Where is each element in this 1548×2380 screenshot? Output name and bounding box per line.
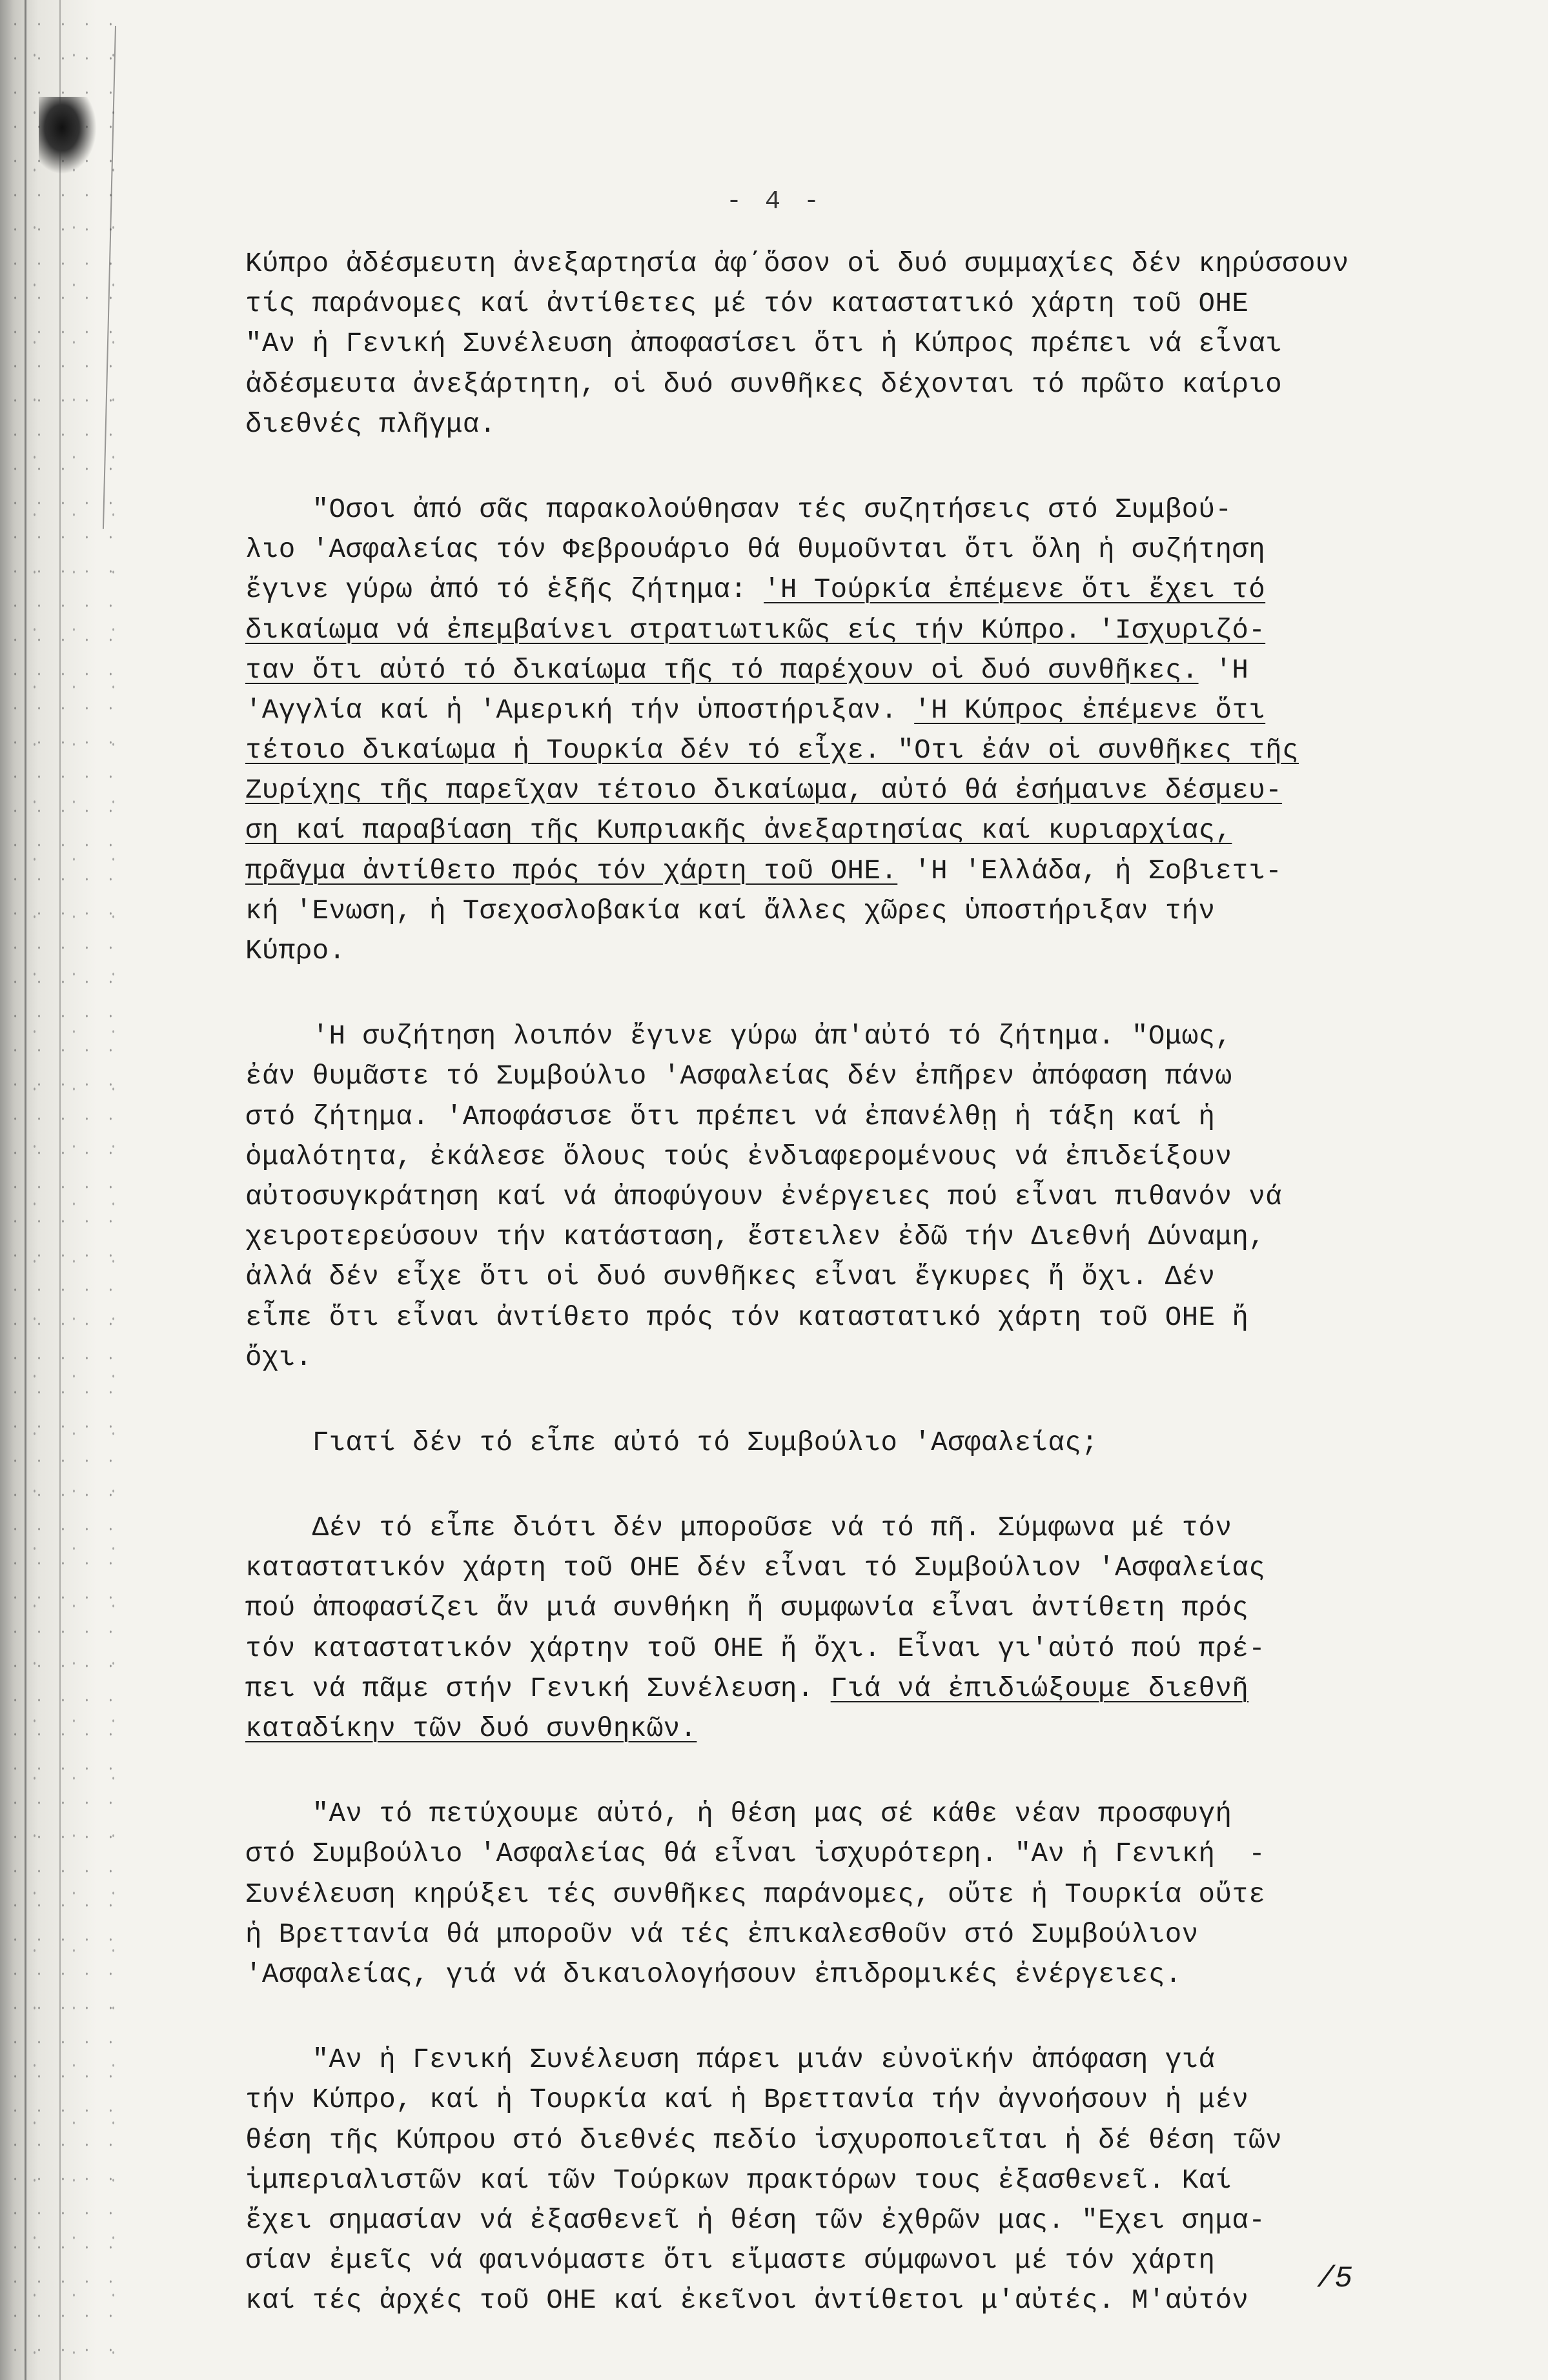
paragraph-gap xyxy=(245,1749,1491,1794)
text-line xyxy=(245,2040,1491,2080)
text-line xyxy=(245,2121,1491,2161)
underlined-text-segment: Γιά νά ἐπιδιώξουμε διεθνῆ xyxy=(830,1673,1249,1704)
text-line xyxy=(245,530,1491,570)
text-segment: χειροτερεύσουν τήν κατάσταση, ἔστειλεν ἐδῶ τήν Διεθνή Δύναμη, xyxy=(245,1222,1266,1253)
paragraph xyxy=(245,2040,1491,2321)
underlined-text-segment: πρᾶγμα ἀντίθετο πρός τόν χάρτη τοῦ ΟΗΕ. xyxy=(245,855,898,887)
text-line xyxy=(245,570,1491,610)
text-segment: "Αν τό πετύχουμε αὐτό, ἡ θέση μας σέ κάθε νέαν προσφυγή xyxy=(245,1799,1232,1830)
text-segment: "Αν ἡ Γενική Συνέλευση ἀποφασίσει ὅτι ἡ Κύπρος πρέπει νά εἶναι xyxy=(245,328,1283,360)
text-segment: καταστατικόν χάρτη τοῦ ΟΗΕ δέν εἶναι τό Συμβούλιον 'Ασφαλείας xyxy=(245,1553,1266,1584)
text-line xyxy=(245,1548,1491,1588)
text-line xyxy=(245,2201,1491,2241)
paragraph xyxy=(245,1794,1491,1995)
next-page-reference: /5 xyxy=(1317,2262,1353,2295)
text-line xyxy=(245,1709,1491,1749)
text-segment: διεθνές πλῆγμα. xyxy=(245,408,496,440)
text-segment: στό Συμβούλιο 'Ασφαλείας θά εἶναι ἰσχυρότερη. "Αν ἡ Γενική - xyxy=(245,1839,1266,1870)
text-line xyxy=(245,1834,1491,1874)
text-segment: πει νά πᾶμε στήν Γενική Συνέλευση. xyxy=(245,1673,831,1704)
text-segment: καί τές ἀρχές τοῦ ΟΗΕ καί ἐκεῖνοι ἀντίθετοι μ'αὐτές. Μ'αὐτόν xyxy=(245,2285,1249,2317)
text-line xyxy=(245,2161,1491,2201)
text-line xyxy=(245,1217,1491,1257)
text-segment: ὁμαλότητα, ἐκάλεσε ὅλους τούς ἐνδιαφερομένους νά ἐπιδείξουν xyxy=(245,1141,1232,1173)
text-line xyxy=(245,1177,1491,1217)
text-segment: Γιατί δέν τό εἶπε αὐτό τό Συμβούλιο 'Ασφαλείας; xyxy=(245,1427,1099,1458)
paragraph xyxy=(245,244,1491,445)
underlined-text-segment: Ζυρίχης τῆς παρεῖχαν τέτοιο δικαίωμα, αὐτό θά ἐσήμαινε δέσμευ- xyxy=(245,775,1283,807)
text-line xyxy=(245,1629,1491,1669)
text-line xyxy=(245,931,1491,971)
scan-ink-blot xyxy=(39,97,97,174)
paragraph xyxy=(245,490,1491,971)
text-segment: Κύπρο. xyxy=(245,936,346,967)
text-line xyxy=(245,731,1491,771)
text-segment: ἰμπεριαλιστῶν καί τῶν Τούρκων πρακτόρων τους ἐξασθενεῖ. Καί xyxy=(245,2164,1232,2196)
text-segment: ἔγινε γύρω ἀπό τό ἑξῆς ζήτημα: xyxy=(245,574,764,606)
underlined-text-segment: καταδίκην τῶν δυό συνθηκῶν. xyxy=(245,1713,697,1744)
text-segment: Κύπρο ἀδέσμευτη ἀνεξαρτησία ἀφ΄ὅσον οἱ δυό συμμαχίες δέν κηρύσσουν xyxy=(245,248,1349,279)
text-segment: τήν Κύπρο, καί ἡ Τουρκία καί ἡ Βρεττανία τήν ἀγνοήσουν ἡ μέν xyxy=(245,2084,1249,2116)
text-segment: εἶπε ὅτι εἶναι ἀντίθετο πρός τόν καταστατικό χάρτη τοῦ ΟΗΕ ἤ xyxy=(245,1302,1249,1333)
page-marker: - 4 - xyxy=(726,187,824,216)
text-line xyxy=(245,1056,1491,1096)
text-segment: "Αν ἡ Γενική Συνέλευση πάρει μιάν εὐνοϊκήν ἀπόφαση γιά xyxy=(245,2044,1216,2076)
text-line xyxy=(245,244,1491,284)
underlined-text-segment: τέτοιο δικαίωμα ἡ Τουρκία δέν τό εἶχε. "Οτι ἐάν οἱ συνθῆκες τῆς xyxy=(245,735,1299,767)
text-line xyxy=(245,1955,1491,1995)
paragraph-gap xyxy=(245,1378,1491,1423)
text-line xyxy=(245,1588,1491,1628)
text-segment: "Οσοι ἀπό σᾶς παρακολούθησαν τές συζητήσεις στό Συμβού- xyxy=(245,494,1232,525)
text-segment: τόν καταστατικόν χάρτην τοῦ ΟΗΕ ἤ ὄχι. Εἶναι γι'αὐτό πού πρέ- xyxy=(245,1633,1266,1664)
text-line xyxy=(245,1298,1491,1338)
text-segment: ἡ Βρεττανία θά μποροῦν νά τές ἐπικαλεσθοῦν στό Συμβούλιον xyxy=(245,1919,1199,1950)
text-segment: ἔχει σημασίαν νά ἐξασθενεῖ ἡ θέση τῶν ἐχθρῶν μας. "Εχει σημα- xyxy=(245,2204,1266,2236)
underlined-text-segment: 'Η Τούρκία ἐπέμενε ὅτι ἔχει τό xyxy=(764,574,1266,606)
scan-edge-noise xyxy=(0,0,116,2380)
text-line xyxy=(245,650,1491,691)
text-line xyxy=(245,1338,1491,1378)
paragraph xyxy=(245,1423,1491,1463)
paragraph-gap xyxy=(245,1463,1491,1508)
text-line xyxy=(245,811,1491,851)
text-line xyxy=(245,2241,1491,2281)
text-line xyxy=(245,405,1491,445)
text-line xyxy=(245,771,1491,811)
paragraph-gap xyxy=(245,445,1491,490)
text-segment: 'Αγγλία καί ἡ 'Αμερική τήν ὑποστήριξαν. xyxy=(245,694,915,726)
text-segment: ἐάν θυμᾶστε τό Συμβούλιο 'Ασφαλείας δέν ἐπῆρεν ἀπόφαση πάνω xyxy=(245,1061,1232,1093)
underlined-text-segment: δικαίωμα νά ἐπεμβαίνει στρατιωτικῶς είς τήν Κύπρο. 'Ισχυριζό- xyxy=(245,614,1266,646)
text-line xyxy=(245,1875,1491,1915)
text-segment: λιο 'Ασφαλείας τόν Φεβρουάριο θά θυμοῦνται ὅτι ὅλη ἡ συζήτηση xyxy=(245,534,1266,566)
underlined-text-segment: 'Η Κύπρος ἐπέμενε ὅτι xyxy=(914,694,1266,726)
text-line xyxy=(245,1669,1491,1709)
text-line xyxy=(245,1016,1491,1056)
text-segment: τίς παράνομες καί ἀντίθετες μέ τόν καταστατικό χάρτη τοῦ ΟΗΕ xyxy=(245,288,1249,320)
scan-edge-line xyxy=(59,0,61,2380)
text-segment: 'Ασφαλείας, γιά νά δικαιολογήσουν ἐπιδρομικές ἐνέργειες. xyxy=(245,1959,1182,1990)
text-line xyxy=(245,851,1491,891)
text-segment: αὐτοσυγκράτηση καί νά ἀποφύγουν ἐνέργειες πού εἶναι πιθανόν νά xyxy=(245,1181,1283,1213)
underlined-text-segment: ταν ὅτι αὐτό τό δικαίωμα τῆς τό παρέχουν οἱ δυό συνθῆκες. xyxy=(245,654,1199,686)
text-line xyxy=(245,1097,1491,1137)
text-segment: 'Η συζήτηση λοιπόν ἔγινε γύρω ἀπ'αὐτό τό ζήτημα. "Ομως, xyxy=(245,1021,1232,1053)
text-segment: 'Η xyxy=(1198,654,1249,686)
text-line xyxy=(245,691,1491,731)
typed-body-text xyxy=(245,244,1491,2321)
text-line xyxy=(245,490,1491,530)
text-line xyxy=(245,1794,1491,1834)
paragraph xyxy=(245,1016,1491,1378)
text-line xyxy=(245,1508,1491,1548)
text-line xyxy=(245,1257,1491,1297)
text-line xyxy=(245,324,1491,364)
text-segment: 'Η 'Ελλάδα, ἡ Σοβιετι- xyxy=(897,855,1283,887)
text-line xyxy=(245,1423,1491,1463)
text-line xyxy=(245,365,1491,405)
text-line xyxy=(245,891,1491,931)
underlined-text-segment: ση καί παραβίαση τῆς Κυπριακῆς ἀνεξαρτησίας καί κυριαρχίας, xyxy=(245,815,1232,847)
paragraph-gap xyxy=(245,971,1491,1016)
text-line xyxy=(245,1137,1491,1177)
text-segment: θέση τῆς Κύπρου στό διεθνές πεδίο ἰσχυροποιεῖται ἡ δέ θέση τῶν xyxy=(245,2124,1283,2156)
scan-edge-line xyxy=(25,0,26,2380)
text-segment: σίαν ἐμεῖς νά φαινόμαστε ὅτι εἴμαστε σύμφωνοι μέ τόν χάρτη xyxy=(245,2245,1216,2277)
paragraph-gap xyxy=(245,1995,1491,2040)
text-segment: πού ἀποφασίζει ἄν μιά συνθήκη ἤ συμφωνία εἶναι ἀντίθετη πρός xyxy=(245,1593,1249,1624)
text-line xyxy=(245,2080,1491,2120)
text-line xyxy=(245,2281,1491,2321)
text-segment: ἀδέσμευτα ἀνεξάρτητη, οἱ δυό συνθῆκες δέχονται τό πρῶτο καίριο xyxy=(245,368,1283,400)
text-segment: Δέν τό εἶπε διότι δέν μποροῦσε νά τό πῆ. Σύμφωνα μέ τόν xyxy=(245,1513,1232,1544)
paragraph xyxy=(245,1508,1491,1749)
text-line xyxy=(245,284,1491,324)
text-segment: κή 'Ενωση, ἡ Τσεχοσλοβακία καί ἄλλες χῶρες ὑποστήριξαν τήν xyxy=(245,895,1216,927)
text-segment: ἀλλά δέν εἶχε ὅτι οἱ δυό συνθῆκες εἶναι ἔγκυρες ἤ ὄχι. Δέν xyxy=(245,1262,1216,1293)
text-segment: ὄχι. xyxy=(245,1342,312,1373)
text-segment: στό ζήτημα. 'Αποφάσισε ὅτι πρέπει νά ἐπανέλθῃ ἡ τάξη καί ἡ xyxy=(245,1101,1216,1133)
text-segment: Συνέλευση κηρύξει τές συνθῆκες παράνομες, οὔτε ἡ Τουρκία οὔτε xyxy=(245,1879,1266,1910)
text-line xyxy=(245,1915,1491,1955)
text-line xyxy=(245,610,1491,650)
